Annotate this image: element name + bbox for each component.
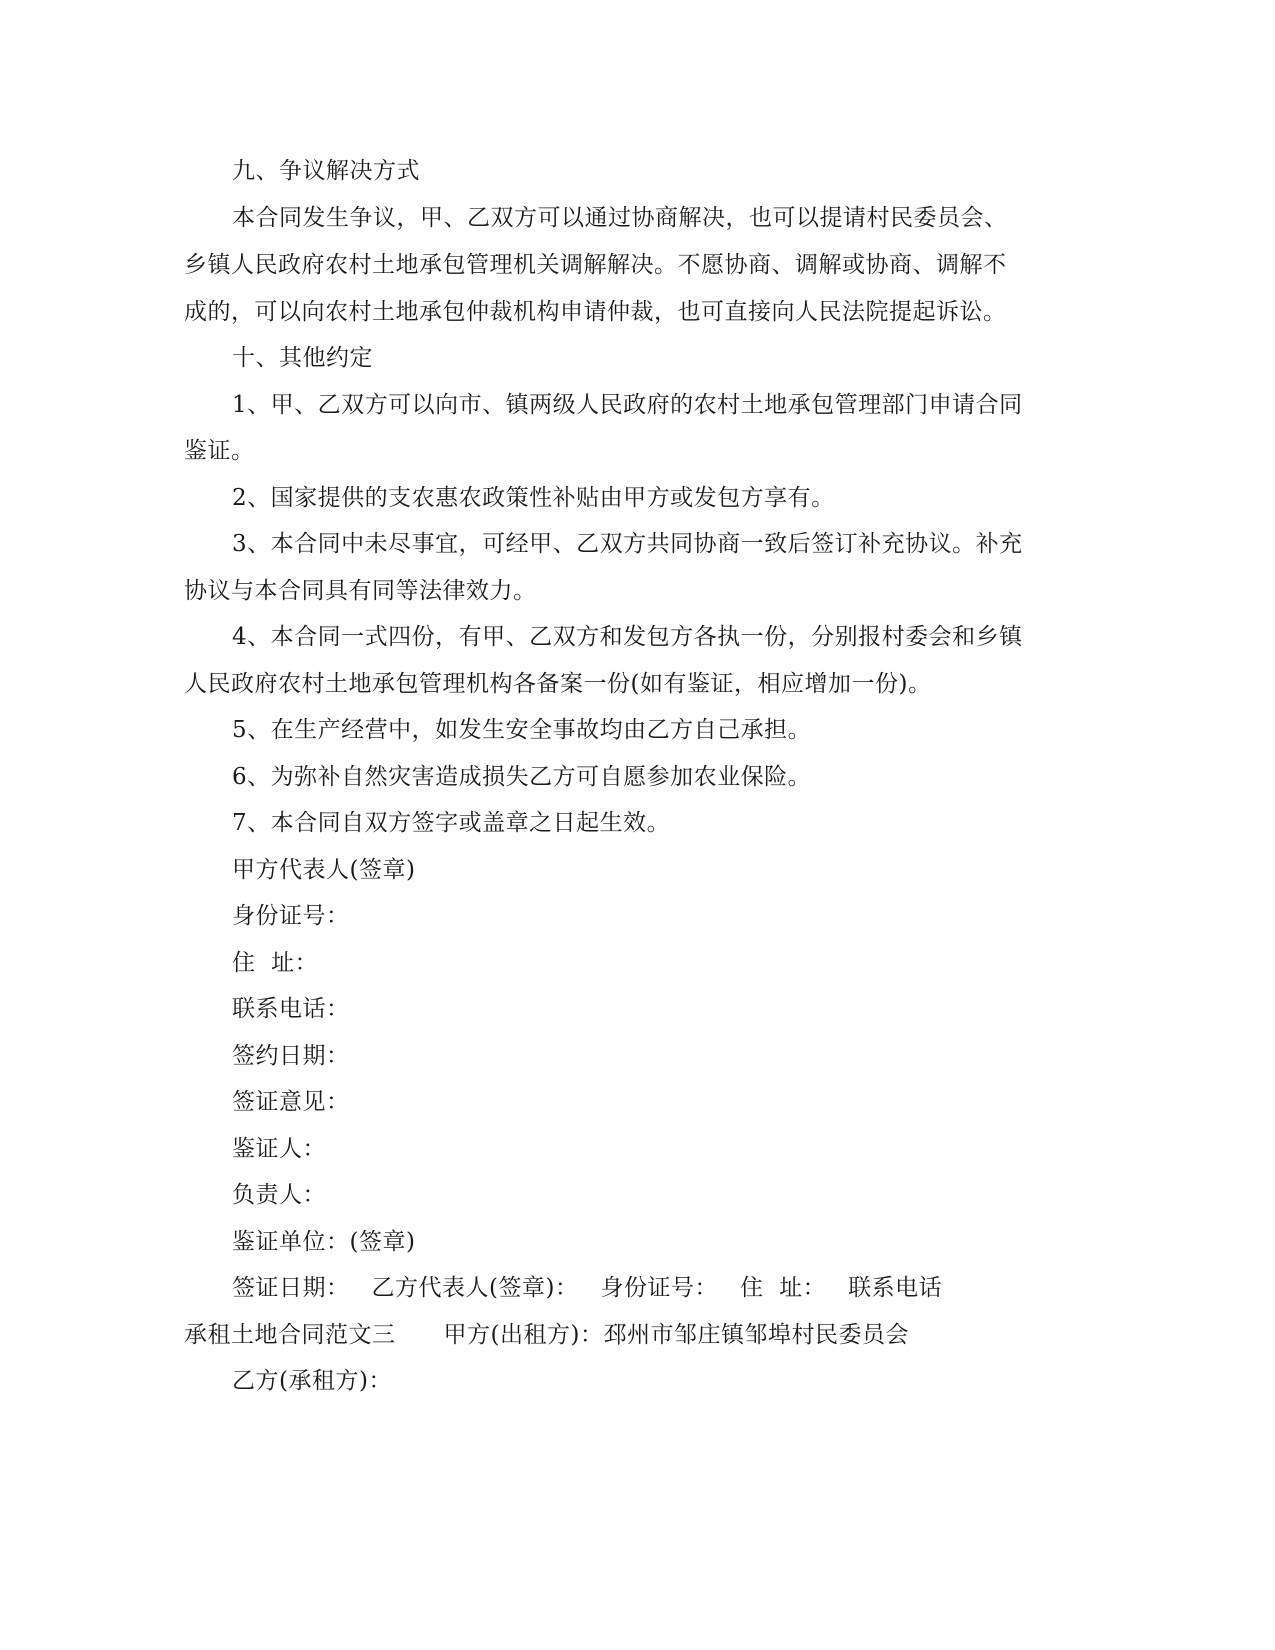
paragraph-line: 本合同发生争议，甲、乙双方可以通过协商解决，也可以提请村民委员会、 [232, 205, 1008, 231]
clause-1-cont: 鉴证。 [184, 438, 255, 464]
clause-3-cont: 协议与本合同具有同等法律效力。 [184, 578, 537, 604]
clause-1: 1、甲、乙双方可以向市、镇两级人民政府的农村土地承包管理部门申请合同 [232, 392, 1023, 418]
signing-row [232, 1273, 942, 1303]
section-heading-other: 十、其他约定 [232, 345, 373, 371]
section-heading-dispute: 九、争议解决方式 [232, 158, 420, 184]
attestor-label: 鉴证人： [232, 1136, 326, 1162]
address-label: 住 址： [232, 950, 319, 976]
attestation-date-label: 签证日期： [232, 1275, 350, 1301]
clause-2: 2、国家提供的支农惠农政策性补贴由甲方或发包方享有。 [232, 485, 835, 511]
title-row [184, 1320, 909, 1350]
paragraph-line: 乡镇人民政府农村土地承包管理机关调解解决。不愿协商、调解或协商、调解不 [184, 252, 1007, 278]
attestation-opinion-label: 签证意见： [232, 1089, 350, 1115]
party-b-phone-label: 联系电话 [848, 1275, 943, 1301]
party-a-lessor: 甲方(出租方)：邳州市邹庄镇邹埠村民委员会 [443, 1322, 909, 1348]
signing-date-label: 签约日期： [232, 1043, 350, 1069]
clause-4: 4、本合同一式四份，有甲、乙双方和发包方各执一份，分别报村委会和乡镇 [232, 624, 1023, 650]
responsible-person-label: 负责人： [232, 1182, 326, 1208]
clause-3: 3、本合同中未尽事宜，可经甲、乙双方共同协商一致后签订补充协议。补充 [232, 531, 1023, 557]
sample-contract-title: 承租土地合同范文三 [184, 1322, 396, 1348]
party-b-rep-label: 乙方代表人(签章)： [371, 1275, 579, 1301]
party-b-id-label: 身份证号： [600, 1275, 718, 1301]
id-number-label: 身份证号： [232, 903, 350, 929]
party-a-rep-label: 甲方代表人(签章) [232, 857, 416, 883]
phone-label: 联系电话： [232, 996, 350, 1022]
clause-4-cont: 人民政府农村土地承包管理机构各备案一份(如有鉴证，相应增加一份)。 [184, 671, 932, 697]
attestation-unit-label: 鉴证单位：(签章) [232, 1229, 416, 1255]
party-b-lessee-label: 乙方(承租方)： [232, 1368, 392, 1394]
paragraph-line: 成的，可以向农村土地承包仲裁机构申请仲裁，也可直接向人民法院提起诉讼。 [184, 299, 1007, 325]
party-b-address-label: 住 址： [739, 1275, 827, 1301]
clause-7: 7、本合同自双方签字或盖章之日起生效。 [232, 810, 671, 836]
clause-5: 5、在生产经营中，如发生安全事故均由乙方自己承担。 [232, 717, 812, 743]
clause-6: 6、为弥补自然灾害造成损失乙方可自愿参加农业保险。 [232, 764, 812, 790]
